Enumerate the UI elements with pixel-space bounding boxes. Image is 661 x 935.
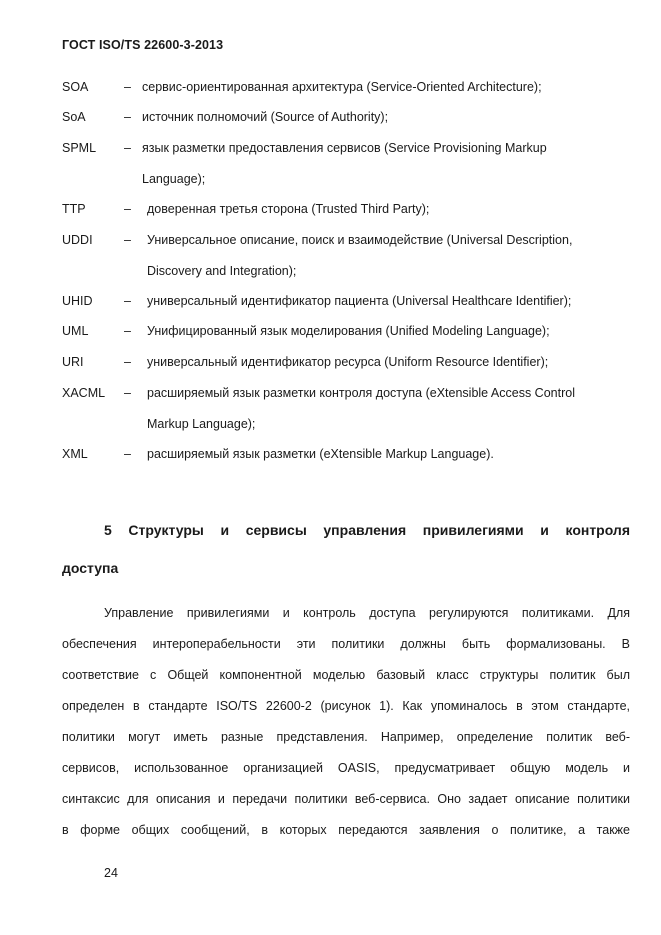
abbreviation-term: UDDI (62, 233, 93, 247)
paragraph-line: соответствие с Общей компонентной моделью базовый класс структуры политик был (62, 668, 630, 682)
paragraph-line: определен в стандарте ISO/TS 22600-2 (рисунок 1). Как упоминалось в этом стандарте, (62, 699, 630, 713)
abbreviation-term: URI (62, 355, 84, 369)
abbreviation-definition-continued: Discovery and Integration); (147, 264, 297, 278)
dash: – (124, 80, 131, 94)
dash: – (124, 202, 131, 216)
body-paragraph (62, 598, 630, 846)
paragraph-line: Управление привилегиями и контроль доступа регулируются политиками. Для (104, 606, 630, 620)
abbreviation-term: UHID (62, 294, 93, 308)
dash: – (124, 386, 131, 400)
page-number: 24 (104, 866, 118, 880)
dash: – (124, 355, 131, 369)
abbreviation-definition-continued: Language); (142, 172, 206, 186)
abbreviation-term: UML (62, 324, 89, 338)
abbreviation-definition: расширяемый язык разметки (eXtensible Markup Language). (147, 447, 494, 461)
abbreviation-definition: универсальный идентификатор ресурса (Uniform Resource Identifier); (147, 355, 549, 369)
abbreviation-term: SoA (62, 110, 86, 124)
paragraph-line: в форме общих сообщений, в которых передаются заявления о политике, а также (62, 823, 630, 837)
dash: – (124, 110, 131, 124)
dash: – (124, 141, 131, 155)
abbreviation-definition: источник полномочий (Source of Authority); (142, 110, 389, 124)
dash: – (124, 294, 131, 308)
abbreviation-term: XML (62, 447, 88, 461)
abbreviation-definition: универсальный идентификатор пациента (Universal Healthcare Identifier); (147, 294, 572, 308)
abbreviation-term: SOA (62, 80, 89, 94)
abbreviation-term: XACML (62, 386, 106, 400)
abbreviation-definition: язык разметки предоставления сервисов (Service Provisioning Markup (142, 141, 547, 155)
section-heading (62, 511, 630, 587)
abbreviation-definition-continued: Markup Language); (147, 417, 256, 431)
abbreviation-definition: доверенная третья сторона (Trusted Third Party); (147, 202, 430, 216)
abbreviation-definition: Унифицированный язык моделирования (Unified Modeling Language); (147, 324, 550, 338)
dash: – (124, 447, 131, 461)
document-header: ГОСТ ISO/TS 22600-3-2013 (62, 38, 224, 52)
paragraph-line: политики могут иметь разные представления. Например, определение политик веб- (62, 730, 630, 744)
abbreviation-term: SPML (62, 141, 97, 155)
section-heading-line: доступа (62, 560, 119, 576)
paragraph-line: сервисов, использованное организацией OASIS, предусматривает общую модель и (62, 761, 630, 775)
abbreviation-term: TTP (62, 202, 86, 216)
abbreviation-definition: сервис-ориентированная архитектура (Service-Oriented Architecture); (142, 80, 542, 94)
abbreviation-definition: расширяемый язык разметки контроля доступа (eXtensible Access Control (147, 386, 575, 400)
paragraph-line: обеспечения интероперабельности эти политики должны быть формализованы. В (62, 637, 630, 651)
paragraph-line: синтаксис для описания и передачи политики веб-сервиса. Оно задает описание политики (62, 792, 630, 806)
dash: – (124, 324, 131, 338)
abbreviation-definition: Универсальное описание, поиск и взаимодействие (Universal Description, (147, 233, 573, 247)
dash: – (124, 233, 131, 247)
section-heading-line: 5 Структуры и сервисы управления привилегиями и контроля (104, 522, 630, 538)
